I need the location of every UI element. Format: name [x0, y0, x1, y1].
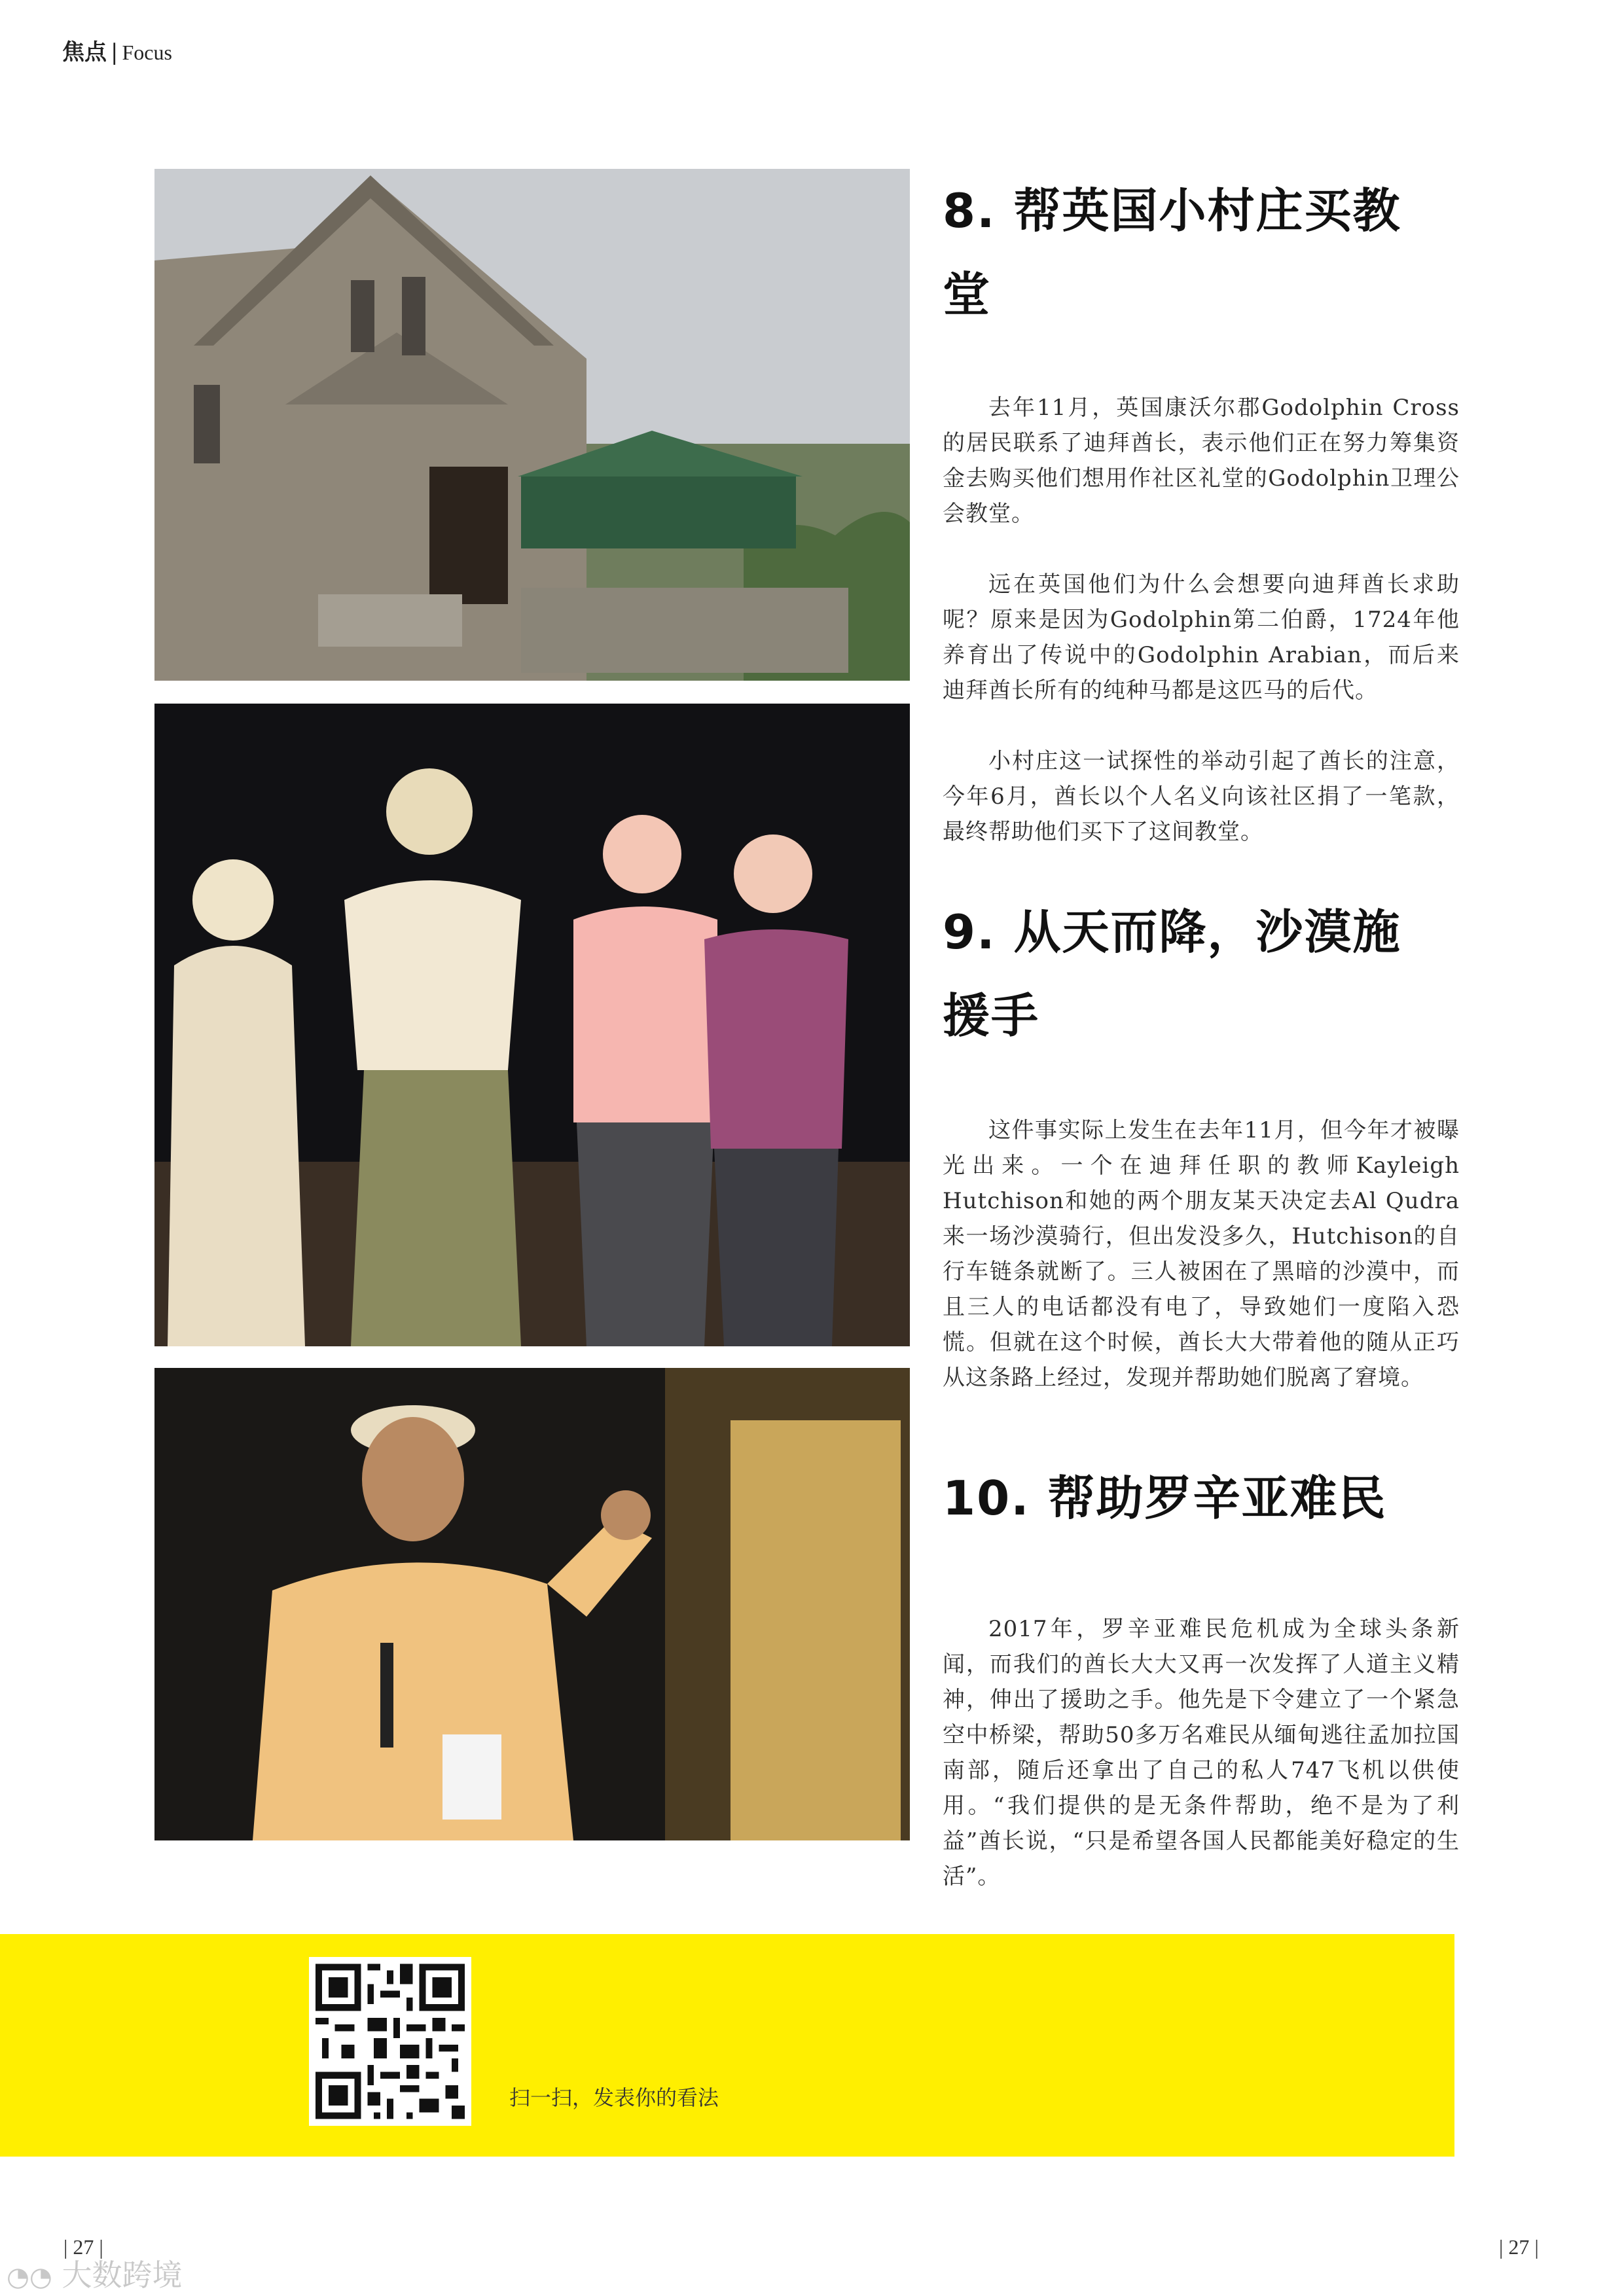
qr-caption: 扫一扫，发表你的看法	[509, 2085, 719, 2110]
speaker-photo	[154, 1368, 910, 1840]
article-10-paragraph: 2017年，罗辛亚难民危机成为全球头条新闻，而我们的酋长大大又再一次发挥了人道主义精神，伸出了援助之手。他先是下令建立了一个紧急空中桥梁，帮助50多万名难民从缅甸逃往孟加拉国南部，随后还拿出了自己的私人747飞机以供使用。“我们提供的是无条件帮助，绝不是为了利益”酋长说，“只是希望各国人民都能美好稳定的生活”。	[943, 1616, 1460, 1890]
running-header	[62, 34, 172, 66]
desert-group-photo	[154, 704, 910, 1346]
watermark-text: 大数跨境	[62, 2257, 183, 2293]
page-number-right: | 27 |	[1499, 2235, 1539, 2259]
article-9-title	[943, 890, 1460, 1058]
qr-code[interactable]	[309, 1957, 471, 2126]
article-8-title-line1: 8. 帮英国小村庄买教	[943, 183, 1401, 238]
article-8-paragraph: 去年11月，英国康沃尔郡Godolphin Cross的居民联系了迪拜酋长，表示他们正在努力筹集资金去购买他们想用作社区礼堂的Godolphin卫理公会教堂。	[943, 395, 1460, 527]
footer-band	[0, 1934, 1454, 2157]
article-9-title-line2: 援手	[943, 988, 1040, 1043]
section-label: 焦点	[62, 39, 107, 65]
watermark-logo-icon: ◔◔	[7, 2262, 52, 2292]
article-8-title-line2: 堂	[943, 267, 992, 322]
article-10-title	[943, 1456, 1460, 1540]
article-8-title	[943, 169, 1460, 336]
watermark	[7, 2251, 182, 2295]
section-label-en: Focus	[122, 41, 172, 64]
church-photo	[154, 169, 910, 681]
page-number-left: | 27 |	[63, 2235, 103, 2259]
article-10-title-line1: 10. 帮助罗辛亚难民	[943, 1471, 1387, 1526]
article-9-title-line1: 9. 从天而降，沙漠施	[943, 905, 1401, 960]
article-9-paragraph: 这件事实际上发生在去年11月，但今年才被曝光出来。一个在迪拜任职的教师Kayleigh Hutchison和她的两个朋友某天决定去Al Qudra来一场沙漠骑行，但出发没多久，Hutchison的自行车链条就断了。三人被困在了黑暗的沙漠中，而且三人的电话都没有电了，导致她们一度陷入恐慌。但就在这个时候，酋长大大带着他的随从正巧从这条路上经过，发现并帮助她们脱离了窘境。	[943, 1117, 1460, 1391]
header-separator: |	[111, 39, 118, 65]
article-8-paragraph: 远在英国他们为什么会想要向迪拜酋长求助呢？原来是因为Godolphin第二伯爵，1724年他养育出了传说中的Godolphin Arabian，而后来迪拜酋长所有的纯种马都是这匹马的后代。	[943, 571, 1460, 704]
article-8-paragraph: 小村庄这一试探性的举动引起了酋长的注意，今年6月，酋长以个人名义向该社区捐了一笔款，最终帮助他们买下了这间教堂。	[943, 748, 1460, 845]
